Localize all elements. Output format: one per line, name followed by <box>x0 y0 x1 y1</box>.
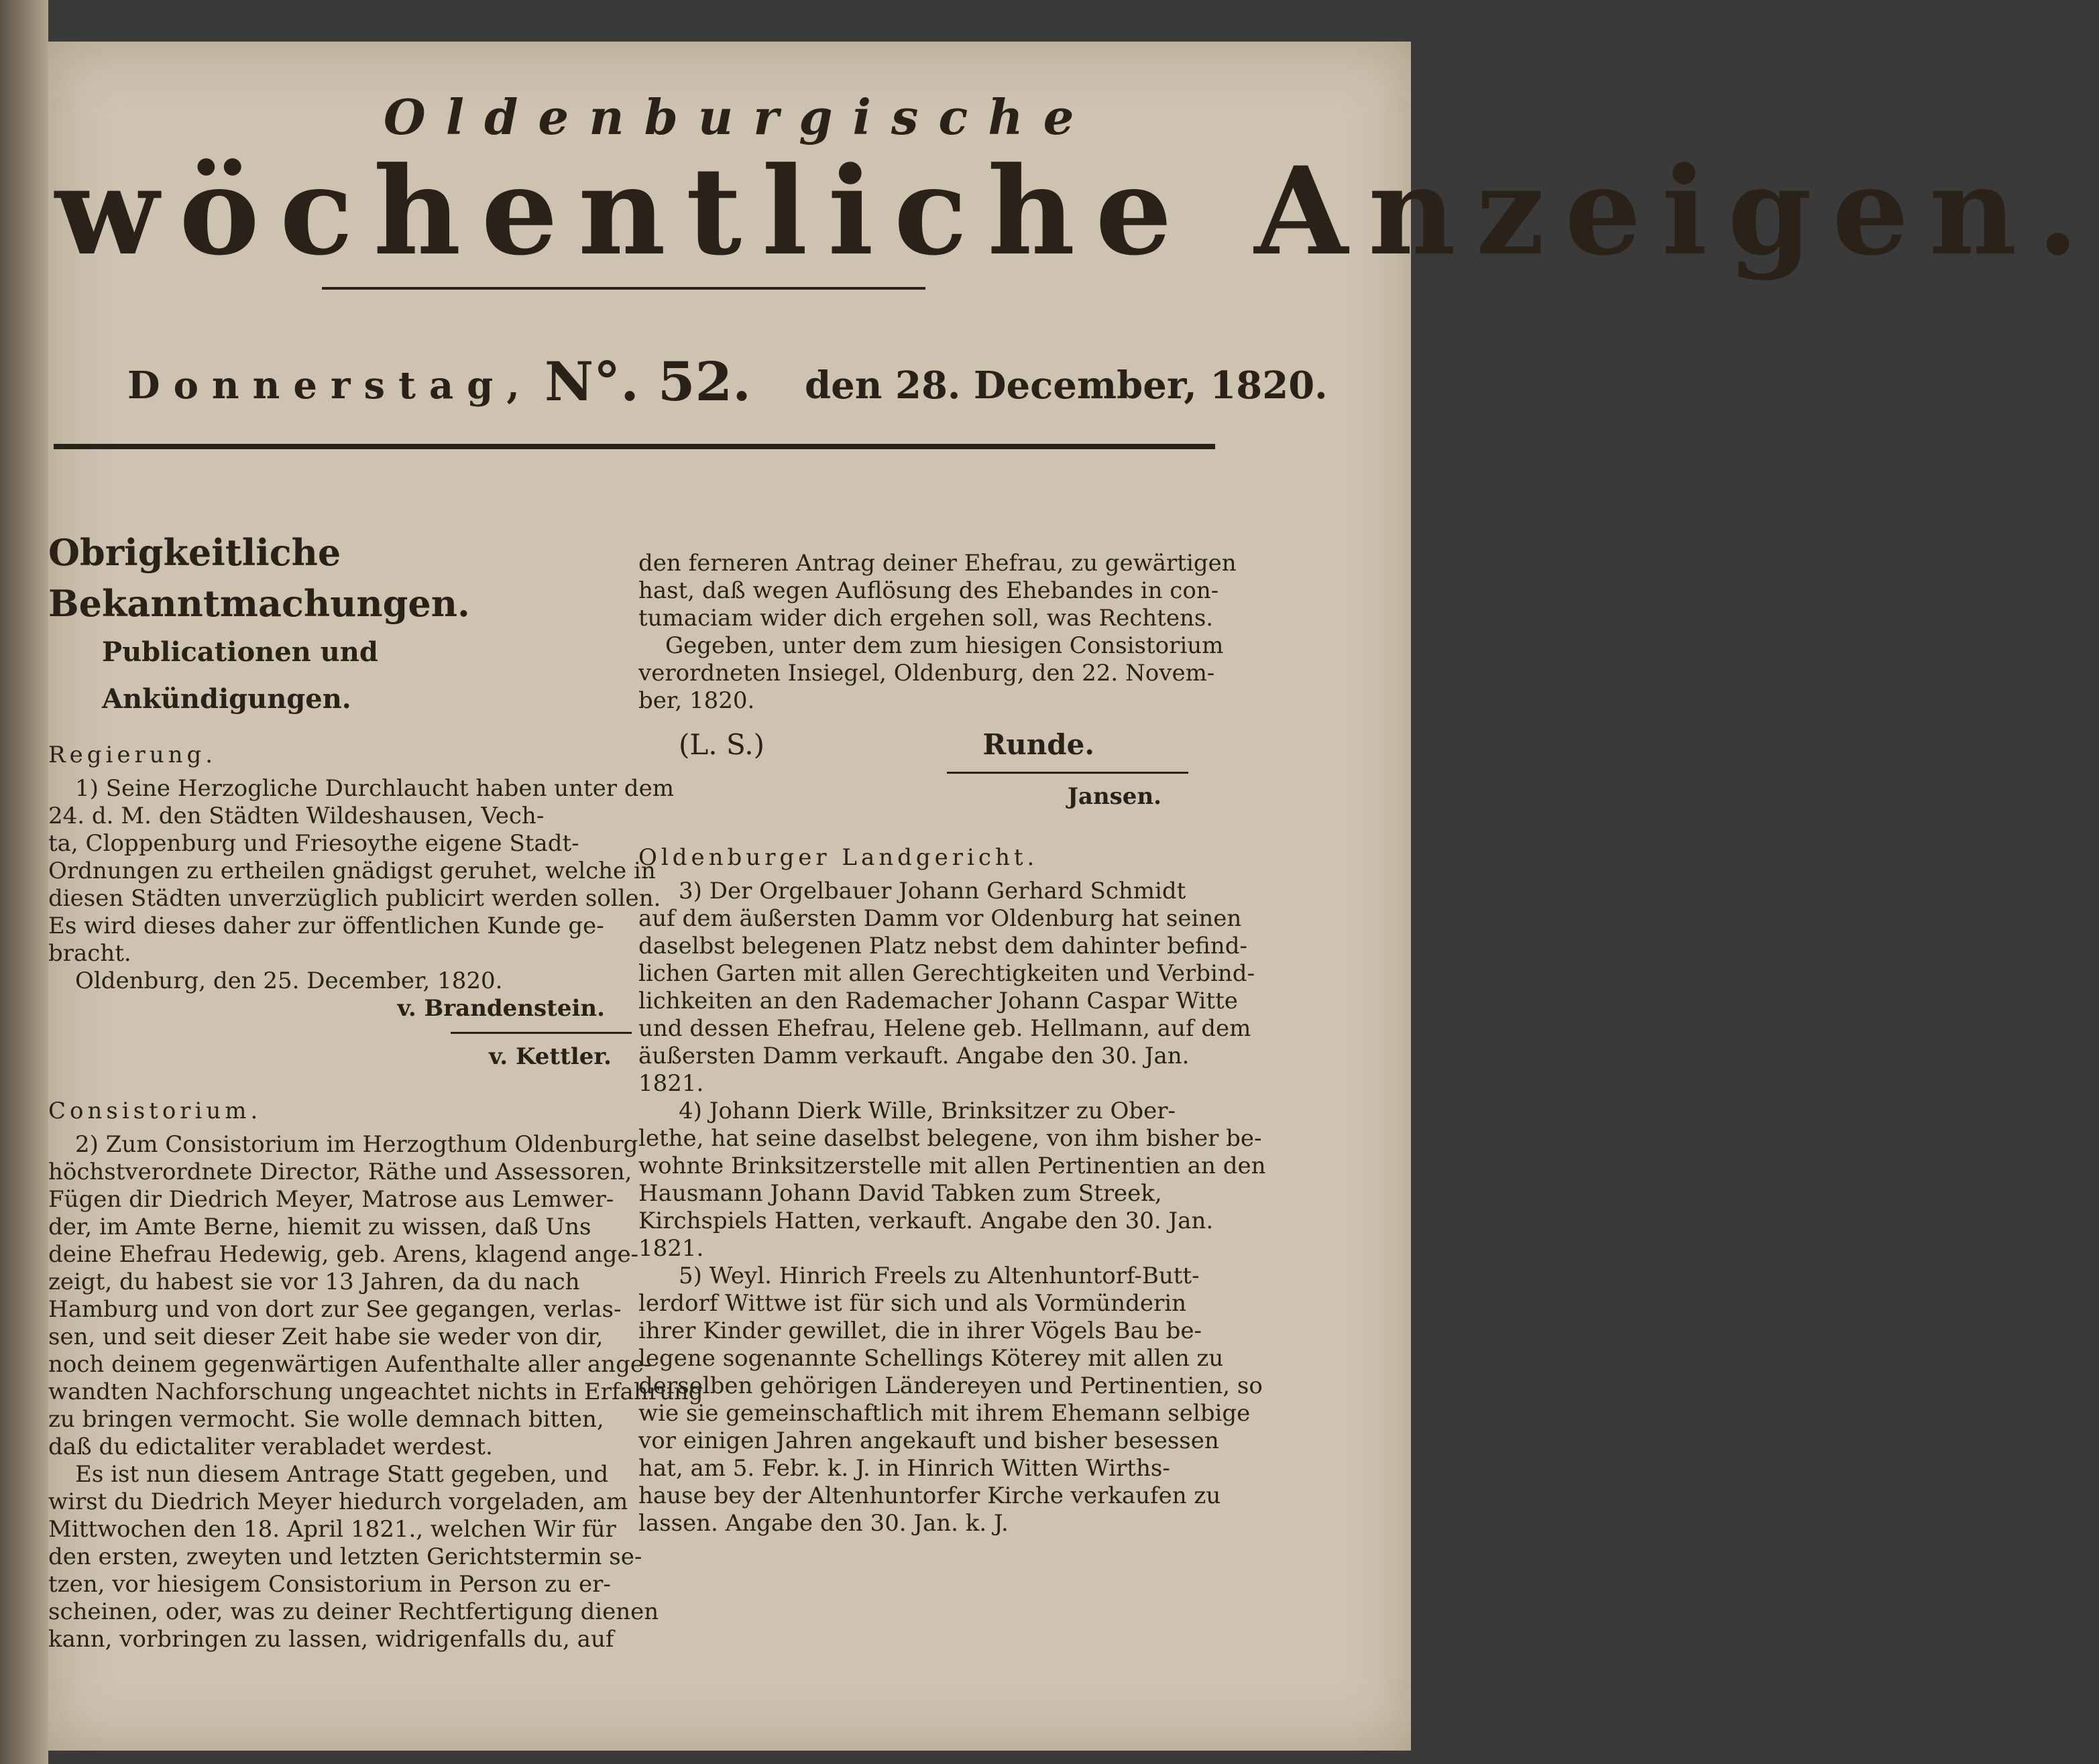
dept-heading-landgericht: Oldenburger Landgericht. <box>638 844 1039 871</box>
text-line: derselben gehörigen Ländereyen und Pertinentien, so <box>638 1372 1263 1399</box>
header-rule <box>54 444 1215 449</box>
text-line: 4) Johann Dierk Wille, Brinksitzer zu Ober- <box>679 1098 1176 1124</box>
text-line: noch deinem gegenwärtigen Aufenthalte aller ange- <box>48 1351 652 1378</box>
signature-brandenstein: v. Brandenstein. <box>397 995 605 1022</box>
text-line: 2) Zum Consistorium im Herzogthum Oldenburg <box>75 1131 638 1158</box>
text-line: 24. d. M. den Städten Wildeshausen, Vech- <box>48 803 545 829</box>
text-line: sen, und seit dieser Zeit habe sie weder von dir, <box>48 1324 604 1350</box>
text-line: tzen, vor hiesigem Consistorium in Person zu er- <box>48 1571 611 1598</box>
text-line: den ferneren Antrag deiner Ehefrau, zu gewärtigen <box>638 550 1237 577</box>
text-line: 3) Der Orgelbauer Johann Gerhard Schmidt <box>679 878 1186 904</box>
text-line: daß du edictaliter verabladet werdest. <box>48 1433 493 1460</box>
text-line: legene sogenannte Schellings Köterey mit allen zu <box>638 1345 1224 1372</box>
text-line: Gegeben, unter dem zum hiesigen Consistorium <box>665 632 1224 659</box>
text-line: scheinen, oder, was zu deiner Rechtfertigung dienen <box>48 1598 659 1625</box>
consistorium-text <box>48 1131 703 1653</box>
signature-kettler: v. Kettler. <box>488 1043 612 1070</box>
signature-rule <box>947 772 1188 774</box>
text-line: auf dem äußersten Damm vor Oldenburg hat seinen <box>638 905 1242 932</box>
dept-heading-regierung: Regierung. <box>48 742 217 768</box>
text-line: Mittwochen den 18. April 1821., welchen Wir für <box>48 1516 616 1543</box>
text-line: lethe, hat seine daselbst belegene, von ihm bisher be- <box>638 1125 1262 1152</box>
left-column <box>48 511 703 1653</box>
text-line: den ersten, zweyten und letzten Gerichtstermin se- <box>48 1543 642 1570</box>
text-line: und dessen Ehefrau, Helene geb. Hellmann, auf dem <box>638 1015 1251 1042</box>
text-line: Hamburg und von dort zur See gegangen, verlas- <box>48 1296 622 1323</box>
issue-weekday: Donnerstag, <box>127 363 533 408</box>
right-column <box>638 511 1266 1537</box>
text-line: hat, am 5. Febr. k. J. in Hinrich Witten Wirths- <box>638 1455 1170 1482</box>
text-line: höchstverordnete Director, Räthe und Assessoren, <box>48 1159 632 1185</box>
book-spine-edge <box>0 0 48 1764</box>
signature-runde: Runde. <box>982 728 1094 761</box>
text-line: deine Ehefrau Hedewig, geb. Arens, klagend ange- <box>48 1241 639 1268</box>
signature-rule <box>451 1032 632 1034</box>
text-line: zeigt, du habest sie vor 13 Jahren, da du nach <box>48 1269 580 1295</box>
text-line: Kirchspiels Hatten, verkauft. Angabe den 30. Jan. <box>638 1208 1214 1234</box>
text-line: hast, daß wegen Auflösung des Ehebandes in con- <box>638 577 1219 604</box>
text-line: bracht. <box>48 940 131 967</box>
section-title: Obrigkeitliche Bekanntmachungen. <box>48 531 470 625</box>
text-line: lichkeiten an den Rademacher Johann Caspar Witte <box>638 988 1238 1014</box>
text-line: Es ist nun diesem Antrage Statt gegeben, und <box>75 1461 609 1488</box>
text-line: ihrer Kinder gewillet, die in ihrer Vögels Bau be- <box>638 1317 1202 1344</box>
dept-heading-consistorium: Consistorium. <box>48 1098 262 1124</box>
text-line: lichen Garten mit allen Gerechtigkeiten und Verbind- <box>638 960 1255 987</box>
issue-number: N°. 52. <box>545 350 752 413</box>
text-line: ber, 1820. <box>638 687 755 714</box>
text-line: 5) Weyl. Hinrich Freels zu Altenhuntorf-Butt- <box>679 1262 1200 1289</box>
text-line: Es wird dieses daher zur öffentlichen Kunde ge- <box>48 913 604 939</box>
consistorium-continuation <box>638 550 1255 715</box>
text-line: 1) Seine Herzogliche Durchlaucht haben unter dem <box>75 775 674 802</box>
regierung-text <box>48 775 674 995</box>
text-line: Hausmann Johann David Tabken zum Streek, <box>638 1180 1162 1207</box>
text-line: wie sie gemeinschaftlich mit ihrem Ehemann selbige <box>638 1400 1251 1427</box>
seal-mark: (L. S.) <box>679 728 764 761</box>
text-line: Ordnungen zu ertheilen gnädigst geruhet, welche in <box>48 858 656 884</box>
text-line: wirst du Diedrich Meyer hiedurch vorgeladen, am <box>48 1488 628 1515</box>
text-line: wandten Nachforschung ungeachtet nichts in Erfahrung <box>48 1378 703 1405</box>
issue-date: den 28. December, 1820. <box>805 363 1328 408</box>
text-line: lerdorf Wittwe ist für sich und als Vormünderin <box>638 1290 1186 1317</box>
masthead-rule <box>322 287 925 290</box>
text-line: ta, Cloppenburg und Friesoythe eigene Stadt- <box>48 830 579 857</box>
text-line: hause bey der Altenhuntorfer Kirche verkaufen zu <box>638 1482 1221 1509</box>
text-line: vor einigen Jahren angekauft und bisher besessen <box>638 1427 1219 1454</box>
text-line: Fügen dir Diedrich Meyer, Matrose aus Lemwer- <box>48 1186 614 1213</box>
text-line: 1821. <box>638 1235 704 1262</box>
text-line: tumaciam wider dich ergehen soll, was Rechtens. <box>638 605 1214 632</box>
text-line: lassen. Angabe den 30. Jan. k. J. <box>638 1510 1009 1537</box>
text-line: der, im Amte Berne, hiemit zu wissen, daß Uns <box>48 1214 591 1240</box>
text-line: äußersten Damm verkauft. Angabe den 30. Jan. <box>638 1043 1190 1069</box>
text-line: 1821. <box>638 1070 704 1097</box>
newspaper-page <box>48 42 2099 1751</box>
text-line: daselbst belegenen Platz nebst dem dahinter befind- <box>638 933 1247 959</box>
signature-jansen: Jansen. <box>1067 783 1161 810</box>
section-subtitle: Publicationen und Ankündigungen. <box>102 636 378 715</box>
masthead-line1: Oldenburgische <box>384 89 1094 145</box>
text-line: verordneten Insiegel, Oldenburg, den 22. Novem- <box>638 660 1215 687</box>
masthead-line2: wöchentliche Anzeigen. <box>55 141 2099 282</box>
text-line: kann, vorbringen zu lassen, widrigenfalls du, auf <box>48 1626 614 1653</box>
text-line: Oldenburg, den 25. December, 1820. <box>75 967 503 994</box>
seal-row <box>679 728 1094 761</box>
text-line: diesen Städten unverzüglich publicirt werden sollen. <box>48 885 661 912</box>
text-line: zu bringen vermocht. Sie wolle demnach bitten, <box>48 1406 604 1433</box>
text-line: wohnte Brinksitzerstelle mit allen Pertinentien an den <box>638 1153 1266 1179</box>
landgericht-text <box>638 878 1266 1537</box>
